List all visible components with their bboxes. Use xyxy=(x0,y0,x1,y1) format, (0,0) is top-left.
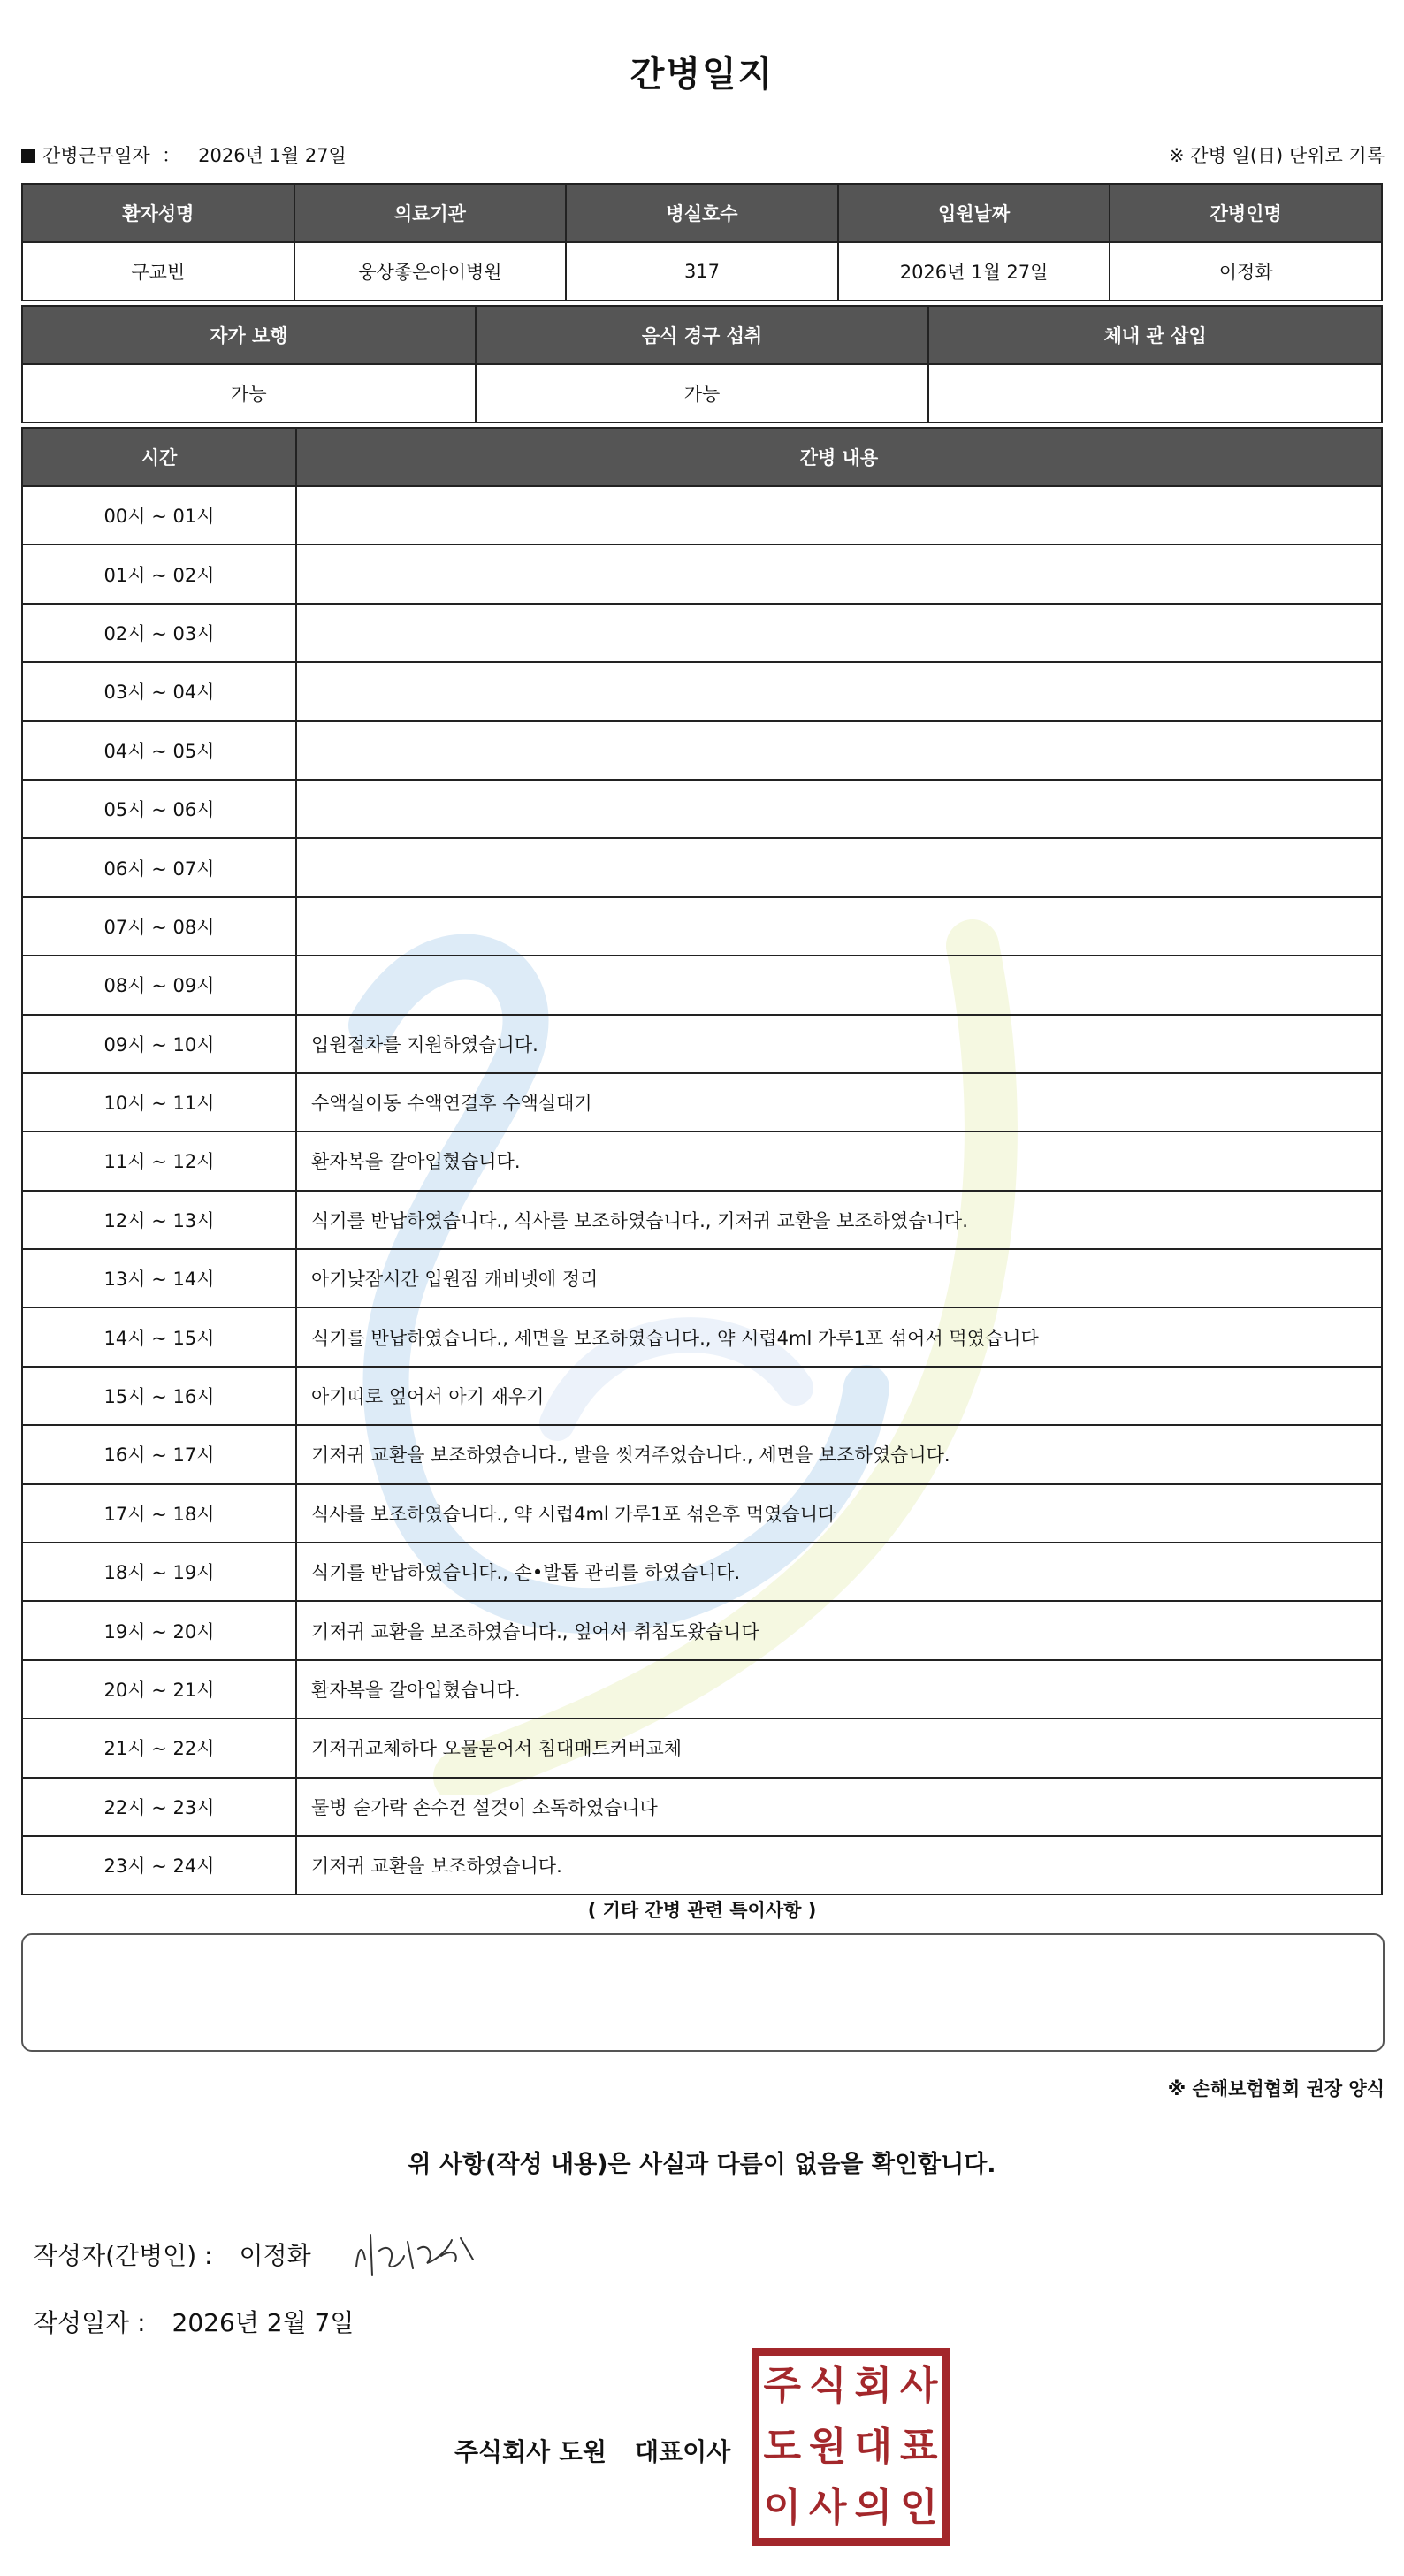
log-row xyxy=(22,956,1382,1014)
log-note xyxy=(296,662,1382,720)
room-number: 317 xyxy=(566,242,838,301)
status-header-walking: 자가 보행 xyxy=(22,306,476,364)
other-notes-box xyxy=(21,1933,1385,2052)
log-row xyxy=(22,721,1382,780)
log-row xyxy=(22,1778,1382,1836)
log-note xyxy=(296,780,1382,838)
seal-character: 회 xyxy=(854,2363,892,2409)
log-row xyxy=(22,662,1382,720)
log-note: 기저귀 교환을 보조하였습니다. xyxy=(296,1836,1382,1894)
log-time: 09시 ~ 10시 xyxy=(22,1015,296,1073)
log-header-time: 시간 xyxy=(22,428,296,486)
seal-character: 대 xyxy=(854,2423,892,2469)
company-line xyxy=(454,2433,730,2468)
log-note: 식기를 반납하였습니다., 손•발톱 관리를 하였습니다. xyxy=(296,1543,1382,1601)
seal-character: 도 xyxy=(763,2423,801,2469)
log-time: 20시 ~ 21시 xyxy=(22,1660,296,1719)
log-time: 06시 ~ 07시 xyxy=(22,838,296,896)
other-notes-title: ( 기타 간병 관련 특이사항 ) xyxy=(587,1900,817,1921)
log-note: 수액실이동 수액연결후 수액실대기 xyxy=(296,1073,1382,1132)
care-date-separator: ： xyxy=(162,145,181,166)
log-note xyxy=(296,604,1382,662)
ceo-title: 대표이사 xyxy=(635,2437,731,2466)
log-row xyxy=(22,1601,1382,1659)
confirmation-statement: 위 사항(작성 내용)은 사실과 다름이 없음을 확인합니다. xyxy=(408,2151,996,2178)
log-time: 14시 ~ 15시 xyxy=(22,1307,296,1366)
log-time: 07시 ~ 08시 xyxy=(22,897,296,956)
status-header-tube: 체내 관 삽입 xyxy=(928,306,1382,364)
log-note: 식기를 반납하였습니다., 식사를 보조하였습니다., 기저귀 교환을 보조하였습니다. xyxy=(296,1191,1382,1249)
seal-character: 의 xyxy=(854,2484,892,2530)
log-time: 05시 ~ 06시 xyxy=(22,780,296,838)
admission-date: 2026년 1월 27일 xyxy=(838,242,1110,301)
patient-header-room: 병실호수 xyxy=(566,184,838,242)
written-date: 2026년 2월 7일 xyxy=(172,2308,355,2337)
log-time: 19시 ~ 20시 xyxy=(22,1601,296,1659)
log-time: 23시 ~ 24시 xyxy=(22,1836,296,1894)
seal-character: 식 xyxy=(808,2363,847,2409)
log-note xyxy=(296,956,1382,1014)
caregiver-name: 이정화 xyxy=(1110,242,1382,301)
log-note: 물병 숟가락 손수건 설겆이 소독하였습니다 xyxy=(296,1778,1382,1836)
log-row xyxy=(22,1307,1382,1366)
patient-header-caregiver: 간병인명 xyxy=(1110,184,1382,242)
log-row xyxy=(22,1836,1382,1894)
seal-character: 표 xyxy=(899,2423,938,2469)
writer-line xyxy=(34,2237,311,2272)
care-date-value: 2026년 1월 27일 xyxy=(198,145,347,166)
seal-character: 인 xyxy=(899,2484,938,2530)
log-note: 환자복을 갈아입혔습니다. xyxy=(296,1132,1382,1190)
written-date-label: 작성일자 : xyxy=(34,2308,146,2337)
log-row xyxy=(22,1132,1382,1190)
log-row xyxy=(22,1484,1382,1543)
patient-header-admission: 입원날짜 xyxy=(838,184,1110,242)
hospital-name: 웅상좋은아이병원 xyxy=(294,242,567,301)
log-time: 12시 ~ 13시 xyxy=(22,1191,296,1249)
log-row xyxy=(22,1425,1382,1483)
seal-character: 사 xyxy=(808,2484,847,2530)
log-note: 아기띠로 엎어서 아기 재우기 xyxy=(296,1367,1382,1425)
status-tube xyxy=(928,364,1382,423)
log-row xyxy=(22,1191,1382,1249)
log-row xyxy=(22,1660,1382,1719)
log-time: 02시 ~ 03시 xyxy=(22,604,296,662)
log-row xyxy=(22,1073,1382,1132)
log-time: 21시 ~ 22시 xyxy=(22,1719,296,1777)
seal-character: 이 xyxy=(763,2484,801,2530)
log-row xyxy=(22,1543,1382,1601)
log-note xyxy=(296,897,1382,956)
status-header-oral-intake: 음식 경구 섭취 xyxy=(476,306,929,364)
log-time: 10시 ~ 11시 xyxy=(22,1073,296,1132)
patient-info-table xyxy=(21,183,1383,301)
log-note xyxy=(296,486,1382,545)
company-seal-stamp xyxy=(752,2348,950,2546)
log-note: 식기를 반납하였습니다., 세면을 보조하였습니다., 약 시럽4ml 가루1포 섞어서 먹였습니다 xyxy=(296,1307,1382,1366)
log-time: 18시 ~ 19시 xyxy=(22,1543,296,1601)
seal-character: 사 xyxy=(899,2363,938,2409)
log-note: 기저귀 교환을 보조하였습니다., 엎어서 취침도왔습니다 xyxy=(296,1601,1382,1659)
patient-name: 구교빈 xyxy=(22,242,294,301)
writer-label: 작성자(간병인) : xyxy=(34,2241,213,2270)
log-time: 16시 ~ 17시 xyxy=(22,1425,296,1483)
log-note: 아기낮잠시간 입원짐 캐비넷에 정리 xyxy=(296,1249,1382,1307)
log-note xyxy=(296,545,1382,603)
seal-character: 원 xyxy=(808,2423,847,2469)
log-row xyxy=(22,780,1382,838)
seal-character: 주 xyxy=(763,2363,801,2409)
care-date-label: 간병근무일자 xyxy=(42,145,150,166)
patient-header-name: 환자성명 xyxy=(22,184,294,242)
writer-name: 이정화 xyxy=(239,2241,311,2270)
log-note: 환자복을 갈아입혔습니다. xyxy=(296,1660,1382,1719)
log-row xyxy=(22,604,1382,662)
log-header-content: 간병 내용 xyxy=(296,428,1382,486)
log-time: 13시 ~ 14시 xyxy=(22,1249,296,1307)
log-time: 15시 ~ 16시 xyxy=(22,1367,296,1425)
company-name: 주식회사 도원 xyxy=(454,2437,607,2466)
log-time: 03시 ~ 04시 xyxy=(22,662,296,720)
log-row xyxy=(22,1719,1382,1777)
log-row xyxy=(22,545,1382,603)
page-title: 간병일지 xyxy=(630,54,774,95)
log-note: 기저귀 교환을 보조하였습니다., 발을 씻겨주었습니다., 세면을 보조하였습니다. xyxy=(296,1425,1382,1483)
recommendation-note: ※ 손해보험협회 권장 양식 xyxy=(1167,2078,1385,2100)
log-time: 00시 ~ 01시 xyxy=(22,486,296,545)
log-time: 11시 ~ 12시 xyxy=(22,1132,296,1190)
status-walking: 가능 xyxy=(22,364,476,423)
log-row xyxy=(22,838,1382,896)
log-note: 기저귀교체하다 오물묻어서 침대매트커버교체 xyxy=(296,1719,1382,1777)
log-note xyxy=(296,838,1382,896)
log-row xyxy=(22,486,1382,545)
log-note xyxy=(296,721,1382,780)
written-date-line xyxy=(34,2304,354,2339)
handwritten-signature xyxy=(349,2224,482,2286)
log-time: 17시 ~ 18시 xyxy=(22,1484,296,1543)
log-row xyxy=(22,1367,1382,1425)
log-time: 01시 ~ 02시 xyxy=(22,545,296,603)
care-log-table xyxy=(21,427,1383,1895)
log-note: 입원절차를 지원하였습니다. xyxy=(296,1015,1382,1073)
log-time: 08시 ~ 09시 xyxy=(22,956,296,1014)
care-date-line xyxy=(21,141,347,168)
record-unit-note: ※ 간병 일(日) 단위로 기록 xyxy=(1169,145,1385,166)
log-row xyxy=(22,1249,1382,1307)
square-bullet-icon xyxy=(21,149,35,163)
log-row xyxy=(22,1015,1382,1073)
log-time: 04시 ~ 05시 xyxy=(22,721,296,780)
patient-header-hospital: 의료기관 xyxy=(294,184,567,242)
status-oral-intake: 가능 xyxy=(476,364,929,423)
log-row xyxy=(22,897,1382,956)
log-time: 22시 ~ 23시 xyxy=(22,1778,296,1836)
patient-status-table xyxy=(21,305,1383,423)
log-note: 식사를 보조하였습니다., 약 시럽4ml 가루1포 섞은후 먹였습니다 xyxy=(296,1484,1382,1543)
